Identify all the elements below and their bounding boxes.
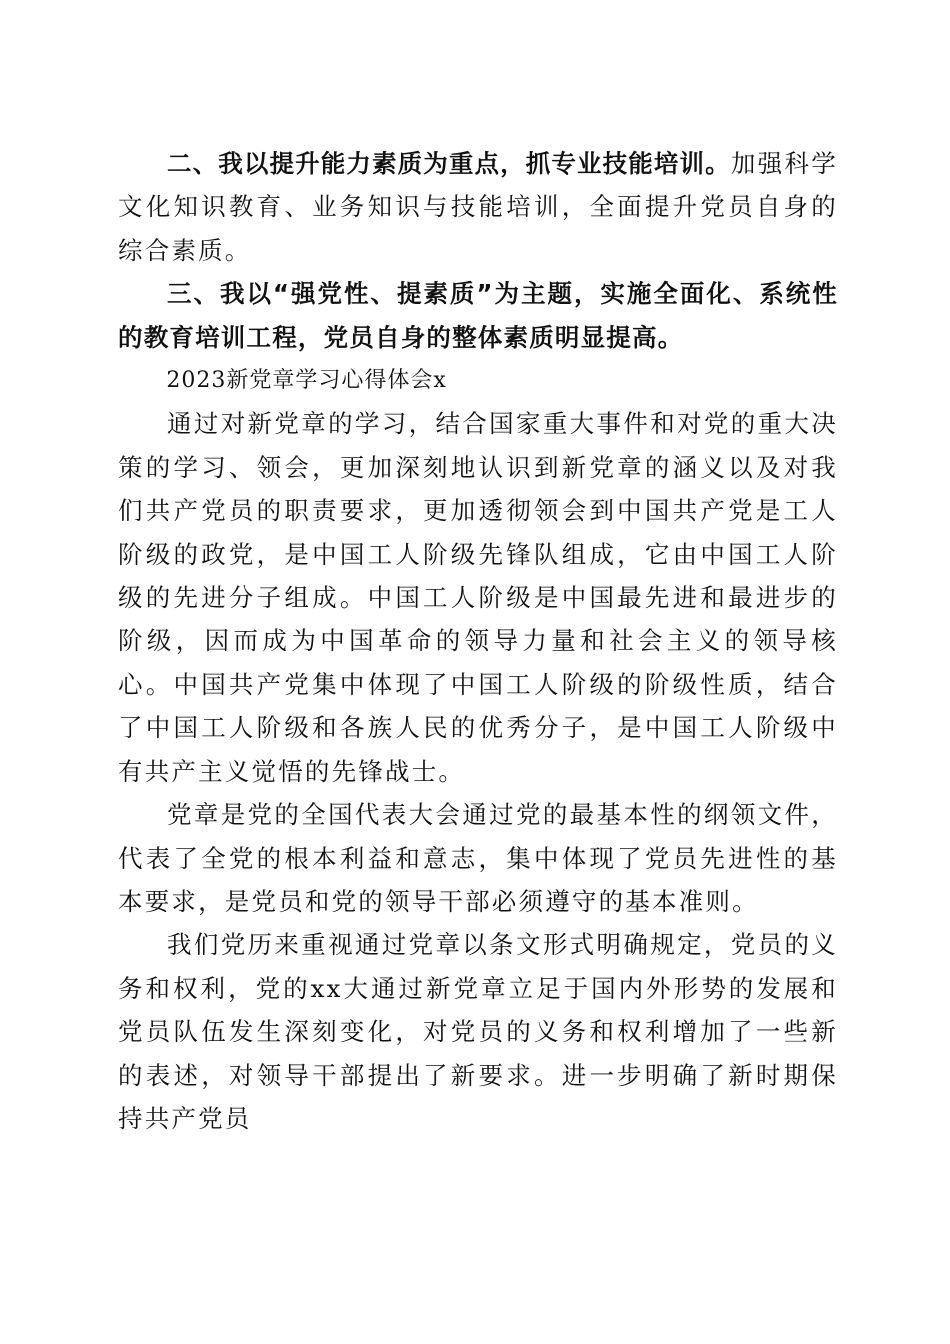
- paragraph-body-text: 加强科学文化知识教育、业务知识与技能培训，全面提升党员自身的综合素质。: [118, 149, 838, 265]
- paragraph-lead-bold: 二、我以提升能力素质为重点，抓专业技能培训。: [167, 149, 731, 178]
- paragraph-party-constitution: 党章是党的全国代表大会通过党的最基本性的纲领文件，代表了全党的根本利益和意志，集中体现了党员先进性的基本要求，是党员和党的领导干部必须遵守的基本准则。: [118, 800, 838, 916]
- paragraph-study-reflection: 通过对新党章的学习，结合国家重大事件和对党的重大决策的学习、领会，更加深刻地认识到新党章的涵义以及对我们共产党员的职责要求，更加透彻领会到中国共产党是工人阶级的政党，是中国工人阶级先锋队组成，它由中国工人阶级的先进分子组成。中国工人阶级是中国最先进和最进步的阶级，因而成为中国革命的领导力量和社会主义的领导核心。中国共产党集中体现了中国工人阶级的阶级性质，结合了中国工人阶级和各族人民的优秀分子，是中国工人阶级中有共产主义觉悟的先锋战士。: [118, 409, 838, 786]
- paragraph-member-obligations: 我们党历来重视通过党章以条文形式明确规定，党员的义务和权利，党的xx大通过新党章立足于国内外形势的发展和党员队伍发生深刻变化，对党员的义务和权利增加了一些新的表述，对领导干部提出了新要求。进一步明确了新时期保持共产党员: [118, 930, 838, 1133]
- paragraph-training-focus: [118, 142, 838, 272]
- document-body: [118, 142, 838, 1140]
- paragraph-theme-bold: 三、我以“强党性、提素质”为主题，实施全面化、系统性的教育培训工程，党员自身的整体素质明显提高。: [118, 279, 838, 352]
- section-subtitle: 2023新党章学习心得体会x: [166, 368, 447, 394]
